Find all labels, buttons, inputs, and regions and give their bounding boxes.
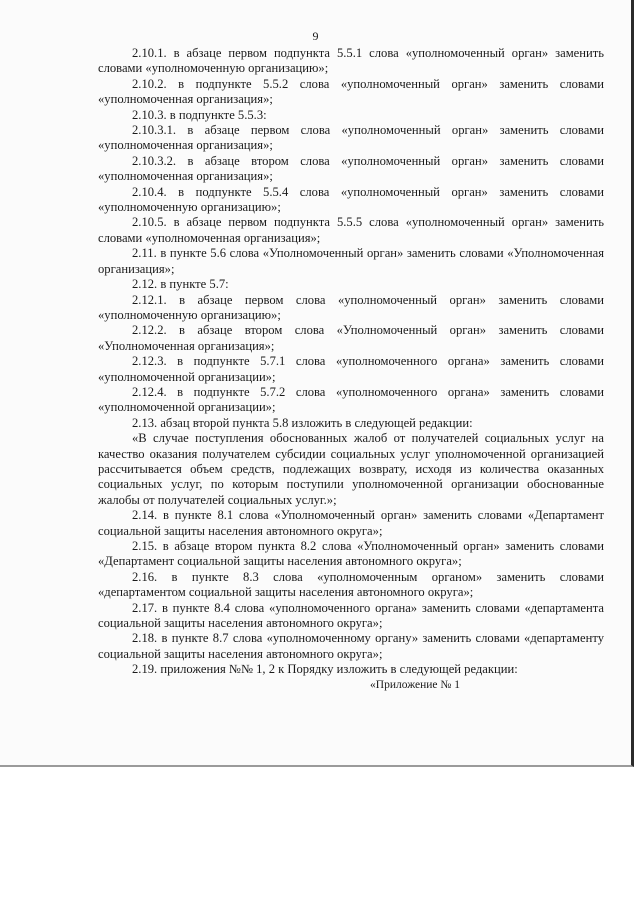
appendix-label: «Приложение № 1 (370, 678, 460, 691)
paragraph-2-15: 2.15. в абзаце втором пункта 8.2 слова «Уполномоченный орган» заменить словами «Департамент социальной защиты населения автономного округа»; (98, 539, 604, 569)
paragraph-2-10-3-2: 2.10.3.2. в абзаце втором слова «уполномоченный орган» заменить словами «уполномоченная организация»; (98, 153, 604, 184)
paragraph-2-17: 2.17. в пункте 8.4 слова «уполномоченного органа» заменить словами «департамента социальной защиты населения автономного округа»; (98, 600, 604, 631)
paragraph-2-13-quote: «В случае поступления обоснованных жалоб от получателей социальных услуг на качество оказания получателем субсидии социальных услуг уполномоченной организацией рассчитывается объем средств, подлежащих возврату, исходя из количества оказанных социальных услуг, по которым поступили уполномоченной организации обоснованные жалобы от получателей социальных услуг.»; (98, 431, 604, 507)
document-body (98, 46, 604, 693)
paragraph-2-11: 2.11. в пункте 5.6 слова «Уполномоченный орган» заменить словами «Уполномоченная организация»; (98, 246, 604, 276)
paragraph-2-10-3-1: 2.10.3.1. в абзаце первом слова «уполномоченный орган» заменить словами «уполномоченная организация»; (98, 123, 604, 153)
paragraph-2-14: 2.14. в пункте 8.1 слова «Уполномоченный орган» заменить словами «Департамент социальной защиты населения автономного округа»; (98, 508, 604, 538)
paragraph-2-12: 2.12. в пункте 5.7: (132, 277, 229, 292)
paragraph-2-12-4: 2.12.4. в подпункте 5.7.2 слова «уполномоченного органа» заменить словами «уполномоченной организации»; (98, 384, 604, 415)
paragraph-2-19: 2.19. приложения №№ 1, 2 к Порядку изложить в следующей редакции: (132, 662, 518, 677)
paragraph-2-10-4: 2.10.4. в подпункте 5.5.4 слова «уполномоченный орган» заменить словами «уполномоченную организацию»; (98, 184, 604, 215)
paragraph-2-10-3: 2.10.3. в подпункте 5.5.3: (132, 107, 267, 122)
page-number: 9 (312, 29, 319, 43)
paragraph-2-10-5: 2.10.5. в абзаце первом подпункта 5.5.5 слова «уполномоченный орган» заменить словами «уполномоченная организация»; (98, 215, 604, 245)
paragraph-2-12-1: 2.12.1. в абзаце первом слова «уполномоченный орган» заменить словами «уполномоченную организацию»; (98, 292, 604, 322)
paragraph-2-10-2: 2.10.2. в подпункте 5.5.2 слова «уполномоченный орган» заменить словами «уполномоченная организация»; (98, 76, 604, 107)
paragraph-2-12-3: 2.12.3. в подпункте 5.7.1 слова «уполномоченного органа» заменить словами «уполномоченной организации»; (98, 354, 604, 384)
paragraph-2-16: 2.16. в пункте 8.3 слова «уполномоченным органом» заменить словами «департаментом социальной защиты населения автономного округа»; (98, 569, 604, 600)
paragraph-2-12-2: 2.12.2. в абзаце втором слова «Уполномоченный орган» заменить словами «Уполномоченная организация»; (98, 323, 604, 353)
paragraph-2-10-1: 2.10.1. в абзаце первом подпункта 5.5.1 слова «уполномоченный орган» заменить словами «уполномоченную организацию»; (98, 46, 604, 76)
paragraph-2-18: 2.18. в пункте 8.7 слова «уполномоченному органу» заменить словами «департаменту социальной защиты населения автономного округа»; (98, 631, 604, 661)
paragraph-2-13: 2.13. абзац второй пункта 5.8 изложить в следующей редакции: (132, 415, 473, 430)
